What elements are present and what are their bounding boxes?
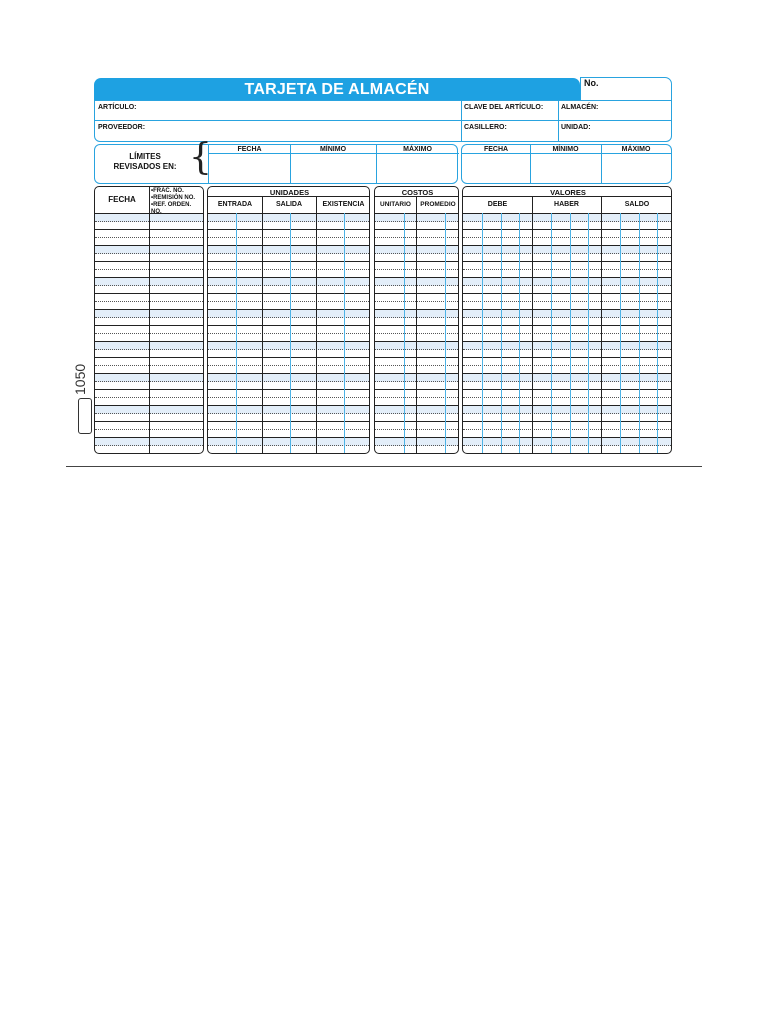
- limites-right-box: [461, 144, 672, 184]
- haber-header: HABER: [554, 201, 579, 208]
- fecha-header: FECHA: [108, 195, 136, 204]
- brand-logo: [78, 398, 92, 434]
- form-title: TARJETA DE ALMACÉN: [94, 78, 580, 101]
- brace-glyph: {: [189, 137, 212, 178]
- unidades-header: UNIDADES: [269, 188, 310, 197]
- saldo-header: SALDO: [624, 201, 650, 208]
- clave-label: CLAVE DEL ARTÍCULO:: [464, 104, 544, 111]
- limites-label-line2: REVISADOS EN:: [113, 162, 177, 171]
- valores-table: [462, 186, 672, 454]
- frac-label: •FRAC. NO.: [151, 188, 184, 194]
- costos-header: COSTOS: [401, 188, 434, 197]
- casillero-label: CASILLERO:: [464, 124, 507, 131]
- unitario-header: UNITARIO: [380, 201, 411, 208]
- info-section: [94, 100, 672, 142]
- debe-header: DEBE: [487, 201, 508, 208]
- unidad-label: UNIDAD:: [561, 124, 591, 131]
- costos-table: [374, 186, 459, 454]
- proveedor-label: PROVEEDOR:: [98, 124, 146, 131]
- almacen-label: ALMACÉN:: [561, 104, 599, 111]
- page-divider: [66, 466, 702, 467]
- limites-fecha-2: FECHA: [483, 146, 509, 153]
- limites-left-box: [94, 137, 458, 184]
- limites-minimo-1: MÍNIMO: [319, 146, 347, 153]
- form-code: [70, 355, 90, 395]
- unidades-table: [207, 186, 370, 454]
- limites-maximo-2: MÁXIMO: [621, 146, 651, 153]
- limites-minimo-2: MÍNIMO: [552, 146, 579, 153]
- fecha-table: [94, 186, 204, 454]
- limites-maximo-1: MÁXIMO: [403, 146, 432, 153]
- salida-header: SALIDA: [275, 201, 303, 208]
- form-code-text: 1050: [72, 363, 88, 395]
- remision-label: •REMISIÓN NO.: [151, 195, 196, 201]
- valores-header: VALORES: [550, 188, 586, 197]
- limites-label-line1: LÍMITES: [129, 152, 161, 161]
- existencia-header: EXISTENCIA: [322, 201, 365, 208]
- promedio-header: PROMEDIO: [420, 201, 456, 208]
- number-label: No.: [584, 78, 599, 88]
- ref-orden-label: •REF. ORDEN. NO.: [151, 202, 192, 215]
- articulo-label: ARTÍCULO:: [98, 104, 137, 111]
- entrada-header: ENTRADA: [217, 201, 253, 208]
- limites-fecha-1: FECHA: [237, 146, 262, 153]
